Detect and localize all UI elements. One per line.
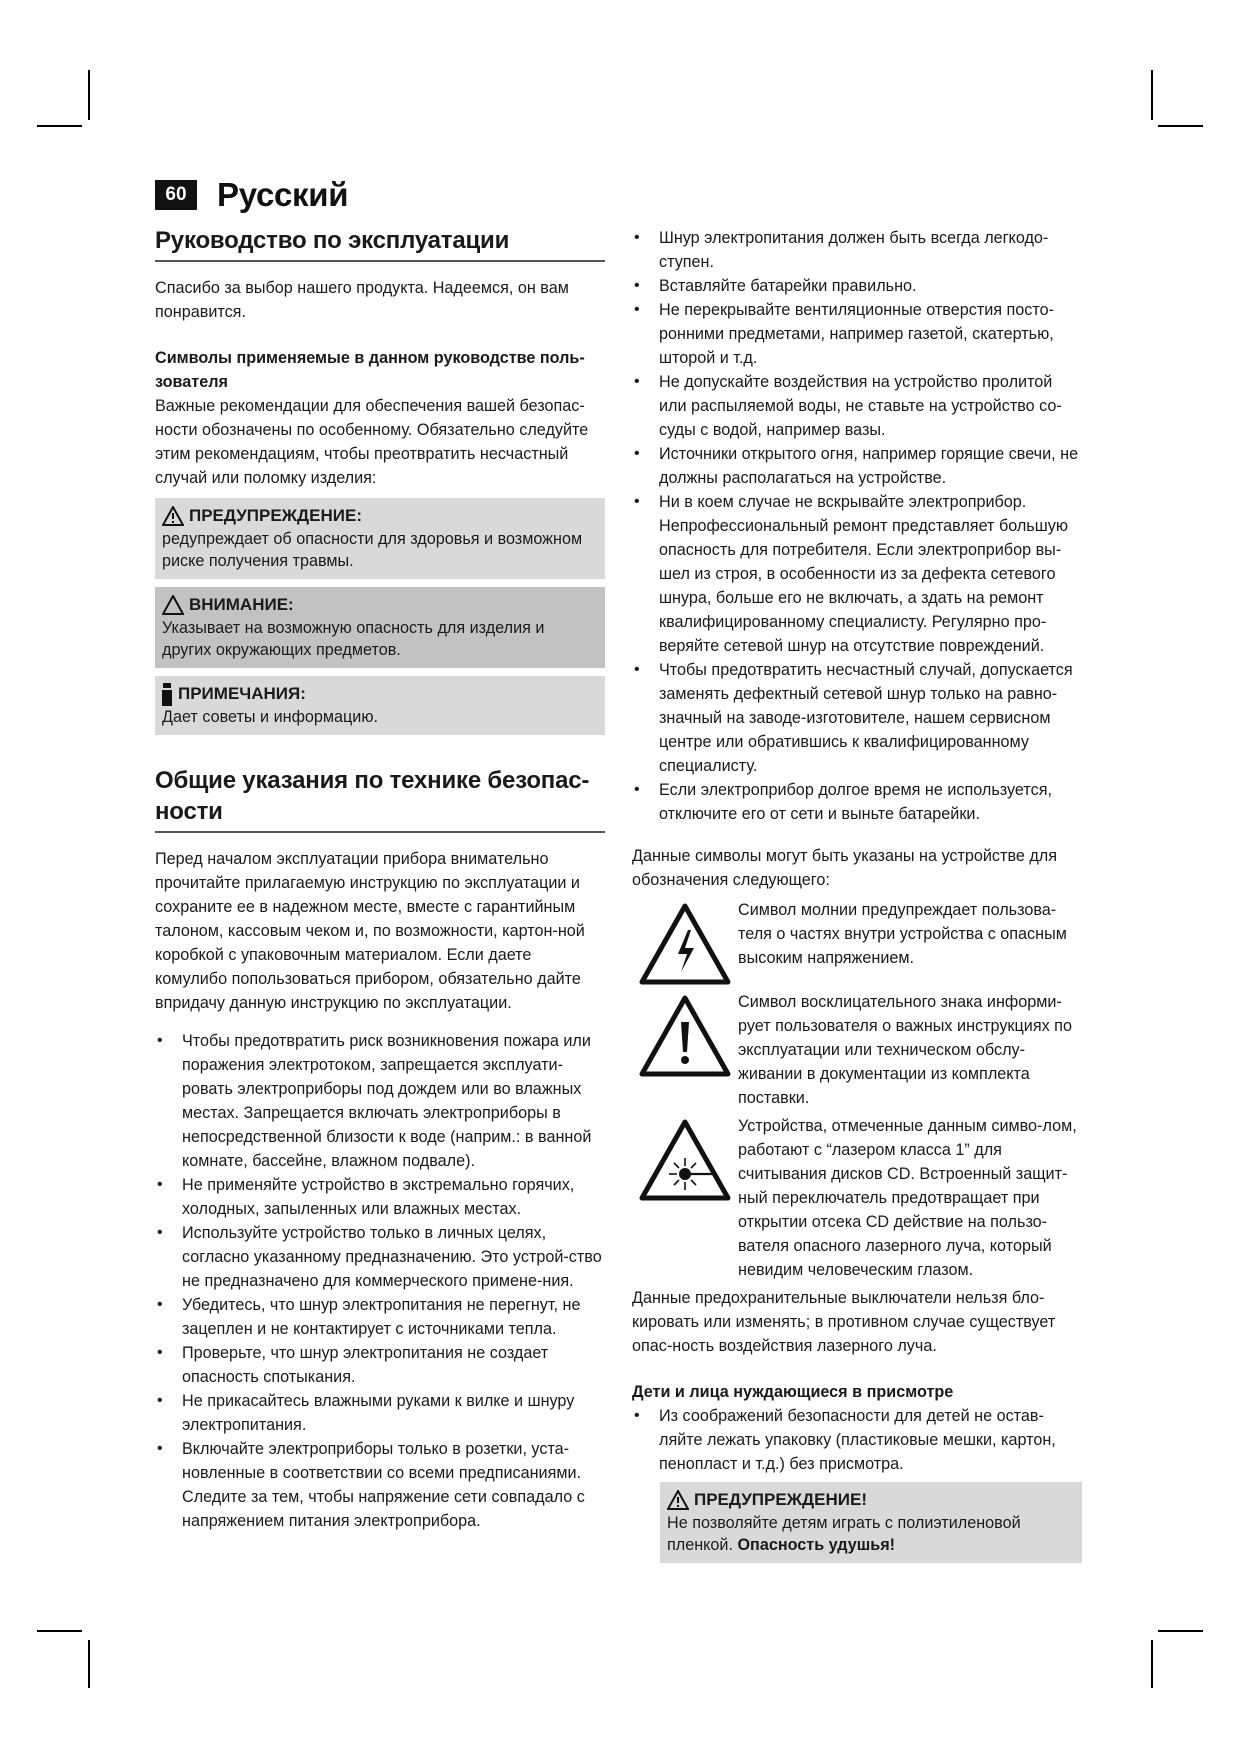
crop-mark: [1158, 1630, 1203, 1632]
symbol-row-laser: [632, 1114, 1082, 1282]
children-warning-text-block: [667, 1512, 1075, 1556]
note-title: ПРИМЕЧАНИЯ:: [178, 684, 306, 703]
crop-mark: [1151, 1640, 1153, 1688]
symbol-row-lightning: [632, 898, 1082, 986]
list-item: • Ни в коем случае не вскрывайте электроприбор. Непрофессиональный ремонт представляет большую опасность для потребителя. Если электроприбор вы-шел из строя, в особенности из за дефекта сетевого шнура, больше его не включать, а здать на ремонт квалифицированному специалисту. Регулярно про-веряйте сетевой шнур на отсутствие повреждений.: [632, 490, 1082, 658]
warning-title-row: [162, 504, 598, 528]
safety-heading: Общие указания по технике безопас-ности: [155, 765, 605, 833]
children-warning-title-row: [667, 1488, 1075, 1512]
crop-mark: [88, 70, 90, 120]
manual-heading: Руководство по эксплуатации: [155, 225, 605, 262]
list-item: • Включайте электроприборы только в розетки, уста-новленные в соответствии со всеми предписаниями. Следите за тем, чтобы напряжение сети совпадало с напряжением питания электроприбора.: [155, 1437, 605, 1533]
language-title: Русский: [217, 176, 349, 213]
interlock-paragraph: Данные предохранительные выключатели нельзя бло-кировать или изменять; в противном случае существует опас-ность воздействия лазерного луча.: [632, 1289, 1056, 1355]
exclamation-symbol-text: Символ восклицательного знака информи-рует пользователя о важных инструкциях по эксплуатации или техническом обслу-живании в документации из комплекта поставки.: [738, 993, 1072, 1107]
symbol-row-exclamation: [632, 990, 1082, 1110]
warning-triangle-icon: [667, 1490, 689, 1510]
list-item: • Не перекрывайте вентиляционные отверстия посто-ронними предметами, например газетой, скатертью, шторой и т.д.: [632, 298, 1082, 370]
safety-bullet-list: [155, 1029, 605, 1533]
caution-triangle-icon: [162, 595, 184, 615]
laser-symbol-text: Устройства, отмеченные данным симво-лом, работают с “лазером класса 1” для считывания дисков CD. Встроенный защит-ный переключатель предотвращает при открытии отсека CD действие на пользо-вателя опасного лазерного луча, который невидим человеческим глазом.: [738, 1117, 1077, 1279]
caution-title: ВНИМАНИЕ:: [189, 595, 294, 614]
caution-box: [155, 587, 605, 668]
right-column: [632, 226, 1082, 1571]
info-icon: [162, 683, 172, 706]
list-item: • Из соображений безопасности для детей не остав-ляйте лежать упаковку (пластиковые мешки, картон, пенопласт и т.д.) без присмотра.: [632, 1404, 1082, 1476]
children-warning-title: ПРЕДУПРЕЖДЕНИЕ!: [694, 1490, 867, 1509]
list-item: • Используйте устройство только в личных целях, согласно указанному предназначению. Это устрой-ство не предназначено для коммерческого примене-ния.: [155, 1221, 605, 1293]
caution-title-row: [162, 593, 598, 617]
children-warning-box: [660, 1482, 1082, 1563]
page-number: 60: [155, 180, 197, 210]
caution-text: Указывает на возможную опасность для изделия и других окружающих предметов.: [162, 619, 545, 659]
children-bullet-list: [632, 1404, 1082, 1476]
safety-intro: Перед началом эксплуатации прибора внимательно прочитайте прилагаемую инструкцию по эксплуатации и сохраните ее в надежном месте, вместе с гарантийным талоном, кассовым чеком и, по возможности, картон-ной коробкой с упаковочным материалом. Если даете комулибо попользоваться прибором, обязательно дайте впридачу данную инструкцию по эксплуатации.: [155, 850, 585, 1012]
children-heading: Дети и лица нуждающиеся в присмотре: [632, 1383, 954, 1401]
crop-mark: [1151, 70, 1153, 120]
device-symbols-intro: Данные символы могут быть указаны на устройстве для обозначения следующего:: [632, 847, 1058, 889]
crop-mark: [88, 1640, 90, 1688]
list-item: • Не применяйте устройство в экстремально горячих, холодных, запыленных или влажных местах.: [155, 1173, 605, 1221]
list-item: • Если электроприбор долгое время не используется, отключите его от сети и выньте батарейки.: [632, 778, 1082, 826]
laser-triangle-icon: [638, 1118, 732, 1202]
symbols-heading: Символы применяемые в данном руководстве поль-зователя: [155, 349, 585, 391]
list-item: • Не допускайте воздействия на устройство пролитой или распыляемой воды, не ставьте на устройство со-суды с водой, например вазы.: [632, 370, 1082, 442]
list-item: • Чтобы предотвратить несчастный случай, допускается заменять дефектный сетевой шнур только на равно-значный на заводе-изготовителе, нашем сервисном центре или обратившись к квалифицированному специалисту.: [632, 658, 1082, 778]
warning-box: [155, 498, 605, 579]
exclamation-triangle-icon: [638, 994, 732, 1078]
note-text: Дает советы и информацию.: [162, 708, 378, 726]
safety-bullet-list-continued: [632, 226, 1082, 826]
crop-mark: [37, 125, 82, 127]
note-title-row: [162, 682, 598, 706]
list-item: • Источники открытого огня, например горящие свечи, не должны располагаться на устройстве.: [632, 442, 1082, 490]
note-box: [155, 676, 605, 735]
list-item: • Вставляйте батарейки правильно.: [632, 274, 1082, 298]
children-warning-text: Не позволяйте детям играть с полиэтиленовой пленкой.: [667, 1514, 1021, 1554]
crop-mark: [37, 1630, 82, 1632]
lightning-triangle-icon: [638, 902, 732, 986]
list-item: • Убедитесь, что шнур электропитания не перегнут, не зацеплен и не контактирует с источниками тепла.: [155, 1293, 605, 1341]
list-item: • Проверьте, что шнур электропитания не создает опасность спотыкания.: [155, 1341, 605, 1389]
list-item: • Не прикасайтесь влажными руками к вилке и шнуру электропитания.: [155, 1389, 605, 1437]
children-warning-emphasis: Опасность удушья!: [737, 1536, 896, 1554]
warning-triangle-icon: [162, 506, 184, 526]
symbols-paragraph: Важные рекомендации для обеспечения вашей безопас-ности обозначены по особенному. Обязательно следуйте этим рекомендациям, чтобы преотвратить несчастный случай или поломку изделия:: [155, 397, 589, 487]
list-item: • Чтобы предотвратить риск возникновения пожара или поражения электротоком, запрещается эксплуати-ровать электроприборы под дождем или во влажных местах. Запрещается включать электроприборы в непосредственной близости к воде (наприм.: в ванной комнате, бассейне, влажном подвале).: [155, 1029, 605, 1173]
lightning-symbol-text: Символ молнии предупреждает пользова-теля о частях внутри устройства с опасным высоким напряжением.: [738, 901, 1067, 967]
left-column: [155, 225, 605, 1547]
intro-paragraph: Спасибо за выбор нашего продукта. Надеемся, он вам понравится.: [155, 279, 569, 321]
page-header: [155, 176, 348, 214]
crop-mark: [1158, 125, 1203, 127]
warning-text: редупреждает об опасности для здоровья и возможном риске получения травмы.: [162, 530, 583, 570]
warning-title: ПРЕДУПРЕЖДЕНИЕ:: [189, 506, 362, 525]
list-item: • Шнур электропитания должен быть всегда легкодо-ступен.: [632, 226, 1082, 274]
